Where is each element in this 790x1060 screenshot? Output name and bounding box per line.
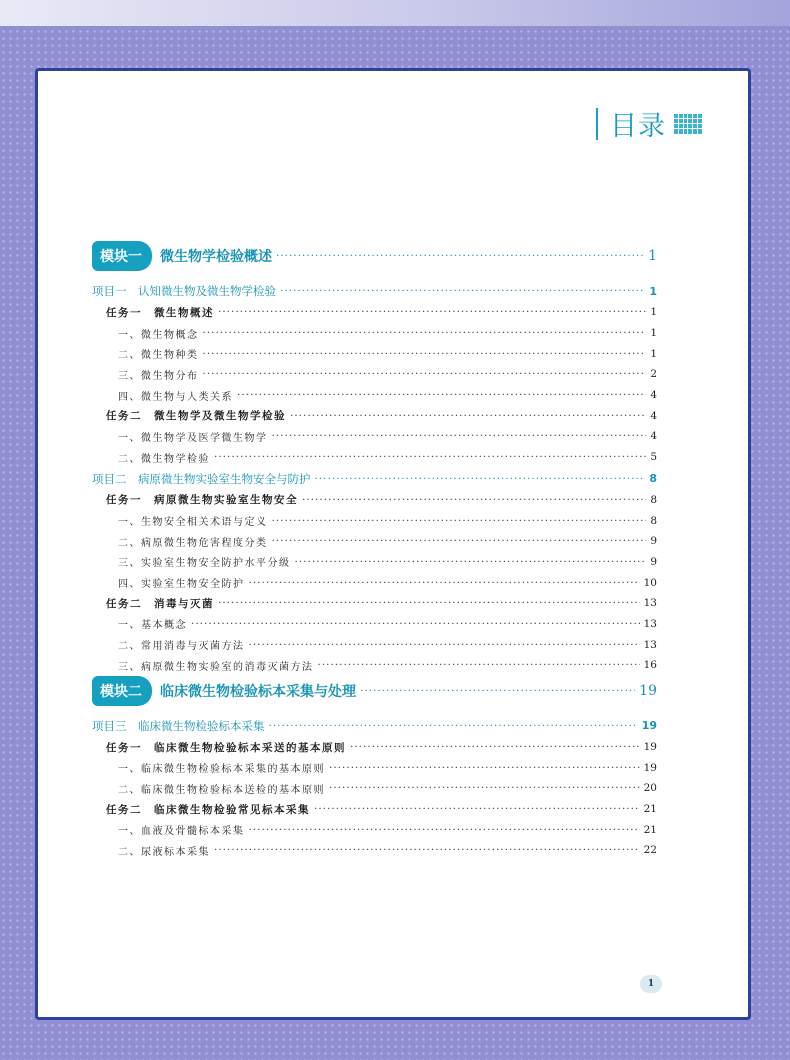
toc-page-number: 10 (643, 576, 657, 589)
toc-page-number: 19 (643, 741, 657, 754)
dot-leader (218, 597, 640, 609)
toc-item-row[interactable] (92, 757, 657, 778)
toc-entry-label: 任务一 病原微生物实验室生物安全 (106, 494, 298, 507)
toc-entry-label: 四、微生物与人类关系 (118, 391, 233, 403)
toc-entry-label: 任务二 临床微生物检验常见标本采集 (106, 803, 310, 816)
toc-page-number: 9 (650, 555, 657, 568)
toc-entry-label: 二、常用消毒与灭菌方法 (118, 641, 245, 653)
toc-project-row[interactable] (92, 468, 657, 490)
page-number: 1 (640, 975, 662, 993)
grid-icon-cell (674, 129, 678, 133)
dot-leader (191, 618, 640, 630)
toc-page-number: 22 (643, 844, 657, 857)
top-banner (0, 0, 790, 26)
grid-icon-cell (679, 129, 683, 133)
grid-icon-cell (698, 119, 702, 123)
toc-item-row[interactable] (92, 572, 657, 593)
toc-entry-label: 任务一 临床微生物检验标本采送的基本原则 (106, 741, 346, 754)
toc-item-row[interactable] (92, 323, 657, 344)
toc-entry-label: 一、微生物概念 (118, 329, 199, 341)
toc-entry-label: 一、微生物学及医学微生物学 (118, 432, 268, 444)
toc-item-row[interactable] (92, 343, 657, 364)
dot-leader (350, 741, 640, 753)
toc-module-row[interactable] (92, 241, 657, 271)
grid-icon-cell (693, 129, 697, 133)
toc-page-number: 21 (643, 803, 657, 816)
grid-icon-cell (679, 114, 683, 118)
dot-leader (218, 306, 646, 318)
grid-icon-cell (693, 124, 697, 128)
dot-leader (237, 389, 646, 401)
toc-entry-label: 三、实验室生物安全防护水平分级 (118, 558, 291, 570)
toc-item-row[interactable] (92, 447, 657, 468)
title-area (596, 104, 702, 143)
toc-entry-label: 临床微生物检验标本采集与处理 (160, 683, 356, 700)
toc-page-number: 19 (643, 761, 657, 774)
toc-module-row[interactable] (92, 676, 657, 706)
dot-leader (203, 327, 647, 339)
toc-task-row[interactable] (92, 302, 657, 323)
grid-icon-cell (698, 114, 702, 118)
grid-icon-cell (688, 119, 692, 123)
dot-leader (272, 535, 647, 547)
grid-icon (674, 114, 702, 134)
dot-leader (290, 410, 646, 422)
toc-entry-label: 三、病原微生物实验室的消毒灭菌方法 (118, 661, 314, 673)
toc-item-row[interactable] (92, 819, 657, 840)
toc-task-row[interactable] (92, 799, 657, 820)
toc-page-number: 13 (643, 597, 657, 610)
toc-item-row[interactable] (92, 426, 657, 447)
toc-page-number: 8 (650, 493, 657, 506)
grid-icon-cell (684, 114, 688, 118)
toc-page-number: 1 (650, 347, 657, 360)
toc-task-row[interactable] (92, 405, 657, 426)
dot-leader (295, 556, 647, 568)
title-divider (596, 108, 598, 140)
grid-icon-cell (693, 119, 697, 123)
grid-icon-cell (684, 129, 688, 133)
grid-icon-cell (674, 114, 678, 118)
toc-entry-label: 项目一 认知微生物及微生物学检验 (92, 284, 276, 298)
module-badge: 模块二 (92, 676, 152, 706)
toc-page-number: 1 (648, 248, 657, 264)
toc-entry-label: 二、微生物学检验 (118, 453, 210, 465)
toc-page-number: 8 (650, 514, 657, 527)
toc-page-number: 13 (643, 617, 657, 630)
toc-page-number: 13 (643, 638, 657, 651)
toc-entry-label: 项目三 临床微生物检验标本采集 (92, 718, 265, 733)
module-badge: 模块一 (92, 241, 152, 271)
grid-icon-cell (688, 129, 692, 133)
toc-entry-label: 四、实验室生物安全防护 (118, 579, 245, 591)
toc-project-row[interactable] (92, 715, 657, 737)
grid-icon-cell (688, 114, 692, 118)
toc-task-row[interactable] (92, 737, 657, 758)
dot-leader (249, 824, 640, 836)
toc-entry-label: 项目二 病原微生物实验室生物安全与防护 (92, 471, 311, 486)
toc-page-number: 2 (650, 368, 657, 381)
dot-leader (315, 473, 646, 485)
toc-entry-label: 任务一 微生物概述 (106, 306, 214, 319)
toc-project-row[interactable] (92, 280, 657, 302)
dot-leader (249, 639, 640, 651)
toc-page-number: 16 (643, 659, 657, 672)
dot-leader (276, 250, 644, 262)
toc-item-row[interactable] (92, 385, 657, 406)
toc-page-number: 19 (641, 719, 657, 733)
toc-entry-label: 任务二 消毒与灭菌 (106, 597, 214, 610)
grid-icon-cell (684, 119, 688, 123)
toc-item-row[interactable] (92, 634, 657, 655)
page-title: 目录 (610, 111, 666, 142)
toc-entry-label: 二、尿液标本采集 (118, 846, 210, 858)
toc-item-row[interactable] (92, 778, 657, 799)
toc-entry-label: 二、微生物种类 (118, 350, 199, 362)
toc-page-number: 4 (650, 389, 657, 402)
toc-task-row[interactable] (92, 593, 657, 614)
toc-entry-label: 一、基本概念 (118, 620, 187, 632)
dot-leader (329, 762, 640, 774)
dot-leader (272, 430, 647, 442)
toc-entry-label: 任务二 微生物学及微生物学检验 (106, 410, 286, 423)
dot-leader (214, 844, 640, 856)
grid-icon-cell (674, 124, 678, 128)
grid-icon-cell (684, 124, 688, 128)
grid-icon-cell (679, 119, 683, 123)
toc-item-row[interactable] (92, 364, 657, 385)
toc-page-number: 4 (650, 430, 657, 443)
toc-page-number: 8 (649, 472, 657, 485)
toc-item-row[interactable] (92, 655, 657, 676)
toc-page-number: 5 (650, 451, 657, 464)
toc-entry-label: 三、微生物分布 (118, 370, 199, 382)
dot-leader (314, 803, 640, 815)
dot-leader (329, 782, 640, 794)
toc-entry-label: 一、生物安全相关术语与定义 (118, 517, 268, 529)
toc-entry-label: 二、临床微生物检验标本送检的基本原则 (118, 784, 325, 796)
dot-leader (280, 285, 645, 297)
grid-icon-cell (674, 119, 678, 123)
toc-task-row[interactable] (92, 490, 657, 511)
toc-page-number: 4 (650, 409, 657, 422)
grid-icon-cell (688, 124, 692, 128)
toc-page-number: 19 (639, 682, 657, 699)
grid-icon-cell (698, 129, 702, 133)
toc-page-number: 9 (650, 535, 657, 548)
toc-page-number: 1 (649, 284, 657, 298)
toc-item-row[interactable] (92, 531, 657, 552)
toc-page-number: 1 (650, 306, 657, 319)
toc-item-row[interactable] (92, 840, 657, 861)
toc-item-row[interactable] (92, 510, 657, 531)
grid-icon-cell (693, 114, 697, 118)
dot-leader (249, 577, 640, 589)
toc-entry-label: 微生物学检验概述 (160, 249, 272, 265)
toc-page-number: 21 (643, 823, 657, 836)
dot-leader (203, 348, 647, 360)
toc-item-row[interactable] (92, 552, 657, 573)
toc-page-number: 20 (643, 782, 657, 795)
grid-icon-cell (679, 124, 683, 128)
dot-leader (318, 659, 640, 671)
grid-icon-cell (698, 124, 702, 128)
toc-entry-label: 一、血液及骨髓标本采集 (118, 826, 245, 838)
dot-leader (269, 720, 638, 732)
dot-leader (272, 515, 647, 527)
toc-page-number: 1 (650, 327, 657, 340)
dot-leader (302, 494, 646, 506)
toc-entry-label: 一、临床微生物检验标本采集的基本原则 (118, 764, 325, 776)
dot-leader (214, 451, 646, 463)
table-of-contents (92, 241, 657, 861)
dot-leader (360, 685, 635, 697)
toc-item-row[interactable] (92, 614, 657, 635)
toc-entry-label: 二、病原微生物危害程度分类 (118, 537, 268, 549)
dot-leader (203, 368, 647, 380)
